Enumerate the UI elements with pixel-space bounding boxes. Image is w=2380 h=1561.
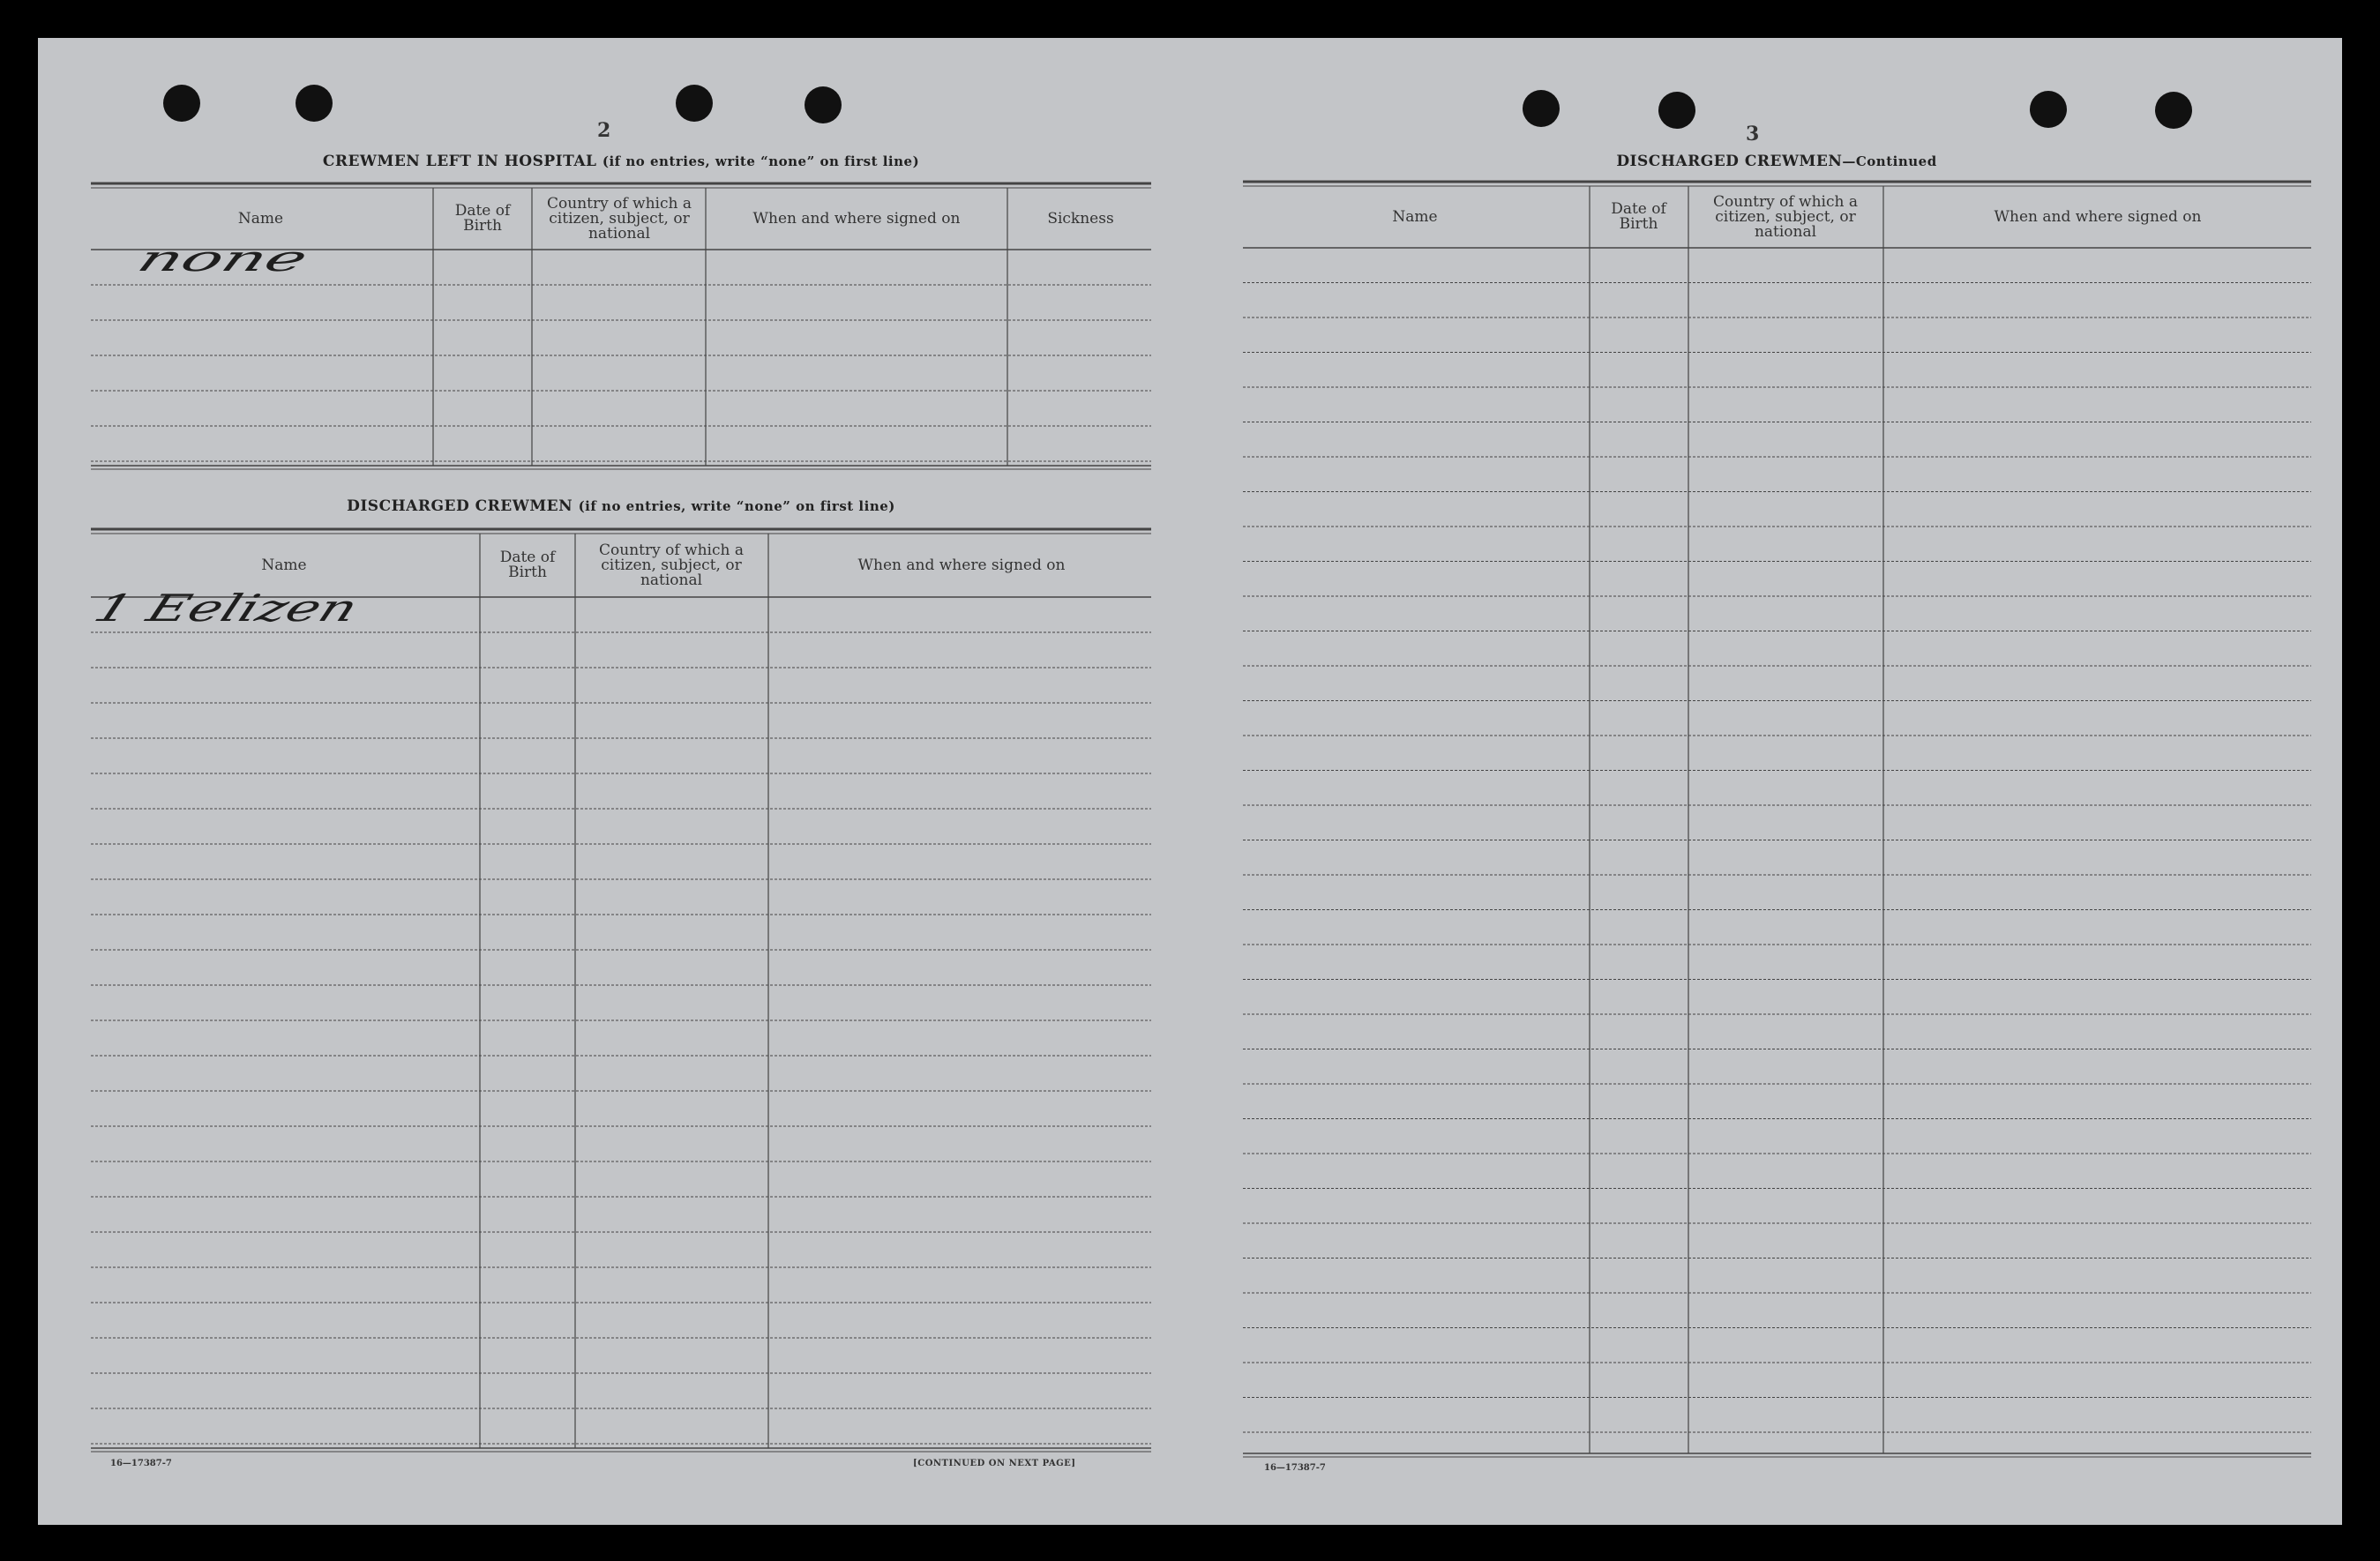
hospital-section-title: [91, 153, 1151, 170]
continued-section-title: [1243, 153, 2310, 170]
page-number-left: 2: [597, 119, 611, 142]
discharged-col-country: Country of which a citizen, subject, or national: [599, 541, 744, 589]
hospital-title-text: CREWMEN LEFT IN HOSPITAL: [322, 153, 597, 170]
form-number-right: 16—17387-7: [1264, 1463, 1326, 1473]
continued-col-signed-on: When and where signed on: [1994, 207, 2202, 226]
discharged-instruction: (if no entries, write “none” on first line): [578, 498, 895, 514]
discharged-section-title: [91, 497, 1151, 515]
hospital-col-signed-on: When and where signed on: [752, 209, 961, 228]
form-number-left: 16—17387-7: [110, 1459, 172, 1468]
hospital-col-country: Country of which a citizen, subject, or national: [547, 194, 692, 243]
discharged-col-name: Name: [261, 556, 307, 574]
continued-title-suffix: —Continued: [1842, 153, 1937, 169]
discharged-col-signed-on: When and where signed on: [857, 556, 1066, 574]
ruled-lines: [38, 38, 2342, 1525]
continued-note: [CONTINUED ON NEXT PAGE]: [913, 1459, 1076, 1468]
hospital-col-name: Name: [237, 209, 284, 228]
hospital-entry-handwritten: none: [131, 239, 314, 280]
discharged-entry-handwritten: 1 Eelizen: [87, 586, 364, 630]
hospital-col-sickness: Sickness: [1047, 209, 1114, 228]
continued-col-name: Name: [1392, 207, 1438, 226]
hospital-instruction: (if no entries, write “none” on first line): [602, 153, 920, 169]
discharged-col-dob: Date of Birth: [499, 549, 556, 581]
hospital-col-dob: Date of Birth: [454, 202, 511, 235]
page-number-right: 3: [1746, 123, 1760, 146]
discharged-title-text: DISCHARGED CREWMEN: [347, 497, 573, 515]
continued-title-text: DISCHARGED CREWMEN: [1616, 153, 1843, 170]
form-sheet: [38, 38, 2342, 1525]
continued-col-country: Country of which a citizen, subject, or national: [1713, 192, 1858, 241]
continued-col-dob: Date of Birth: [1611, 200, 1666, 233]
